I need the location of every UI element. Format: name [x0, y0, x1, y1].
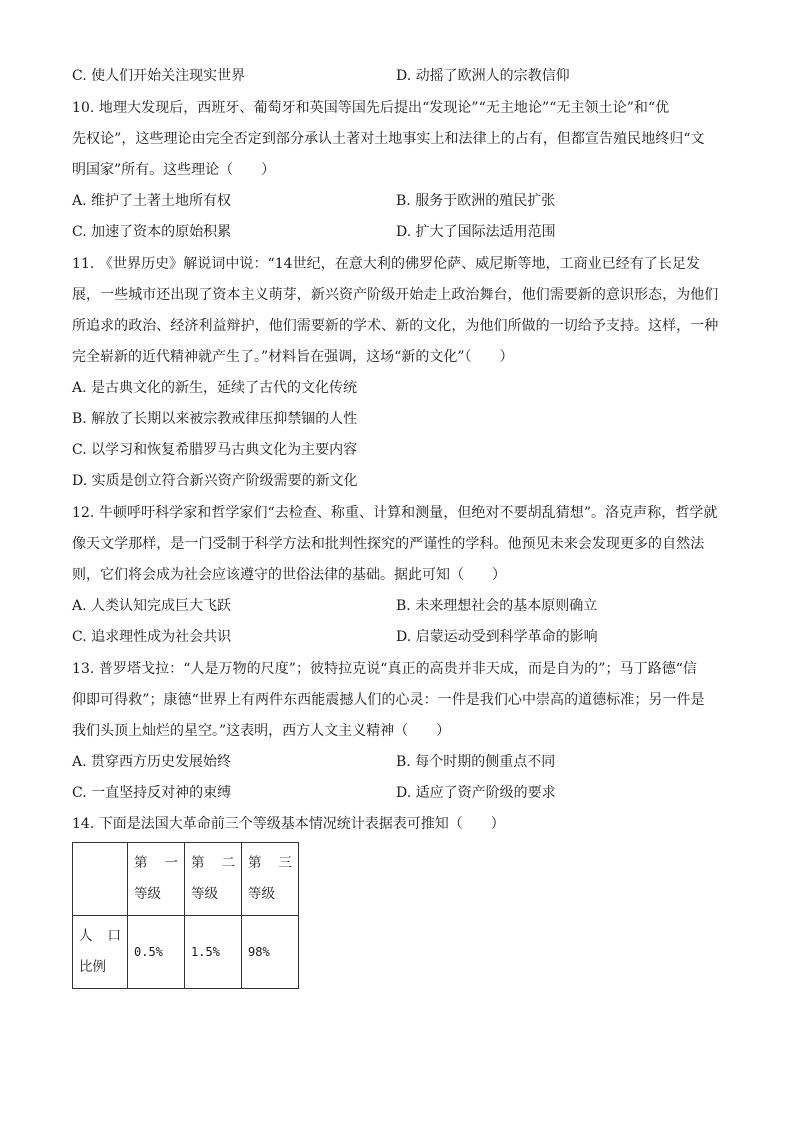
q11-option-c: C. 以学习和恢复希腊罗马古典文化为主要内容	[72, 442, 358, 458]
q11-option-a: A. 是古典文化的新生，延续了古代的文化传统	[72, 380, 358, 396]
q12-stem-line-2: 像天文学那样，是一门受制于科学方法和批判性探究的严谨性的学科。他预见未来会发现更多的自然法	[72, 536, 705, 552]
q11-stem-line-4: 完全崭新的近代精神就产生了。”材料旨在强调，这场“新的文化”（ ）	[72, 349, 514, 365]
row-label-population-ratio	[73, 916, 128, 989]
q10-option-b: B. 服务于欧洲的殖民扩张	[396, 193, 556, 209]
header-second-estate-left: 第	[191, 855, 205, 871]
table-header-row	[73, 843, 299, 916]
header-first-estate-right: 一	[164, 855, 178, 871]
table-row	[73, 916, 299, 989]
q13-option-a: A. 贯穿西方历史发展始终	[72, 754, 232, 770]
q11-stem-line-2: 展，一些城市还出现了资本主义萌芽，新兴资产阶级开始走上政治舞台，他们需要新的意识形态，为他们	[72, 287, 719, 303]
header-second-estate-right: 二	[221, 855, 235, 871]
q14-stem-line-1: 14. 下面是法国大革命前三个等级基本情况统计表据表可推知（ ）	[72, 816, 505, 832]
header-first-estate-bottom: 等级	[134, 886, 161, 902]
header-third-estate	[242, 843, 299, 916]
header-second-estate-bottom: 等级	[191, 886, 218, 902]
q13-stem-line-3: 我们头顶上灿烂的星空。”这表明，西方人文主义精神（ ）	[72, 723, 451, 739]
table-corner-cell	[73, 843, 128, 916]
header-third-estate-left: 第	[248, 855, 262, 871]
q12-option-c: C. 追求理性成为社会共识	[72, 629, 232, 645]
q12-option-b: B. 未来理想社会的基本原则确立	[396, 598, 598, 614]
q12-option-a: A. 人类认知完成巨大飞跃	[72, 598, 232, 614]
value-third-estate: 98%	[242, 916, 299, 989]
q12-option-d: D. 启蒙运动受到科学革命的影响	[396, 629, 598, 645]
header-first-estate-left: 第	[134, 855, 148, 871]
q12-stem-line-3: 则，它们将会成为社会应该遵守的世俗法律的基础。据此可知（ ）	[72, 567, 506, 583]
q11-stem-line-3: 所追求的政治、经济利益辩护，他们需要新的学术、新的文化，为他们所做的一切给予支持。这样，一种	[72, 318, 719, 334]
q13-stem-line-1: 13. 普罗塔戈拉：“人是万物的尺度”；彼特拉克说“真正的高贵并非天成，而是自为的”；马丁路德“信	[72, 661, 697, 677]
q10-option-c: C. 加速了资本的原始积累	[72, 224, 232, 240]
q9-option-c: C. 使人们开始关注现实世界	[72, 68, 246, 84]
q12-stem-line-1: 12. 牛顿呼吁科学家和哲学家们“去检查、称重、计算和测量，但绝对不要胡乱猜想”。洛克声称，哲学就	[72, 505, 718, 521]
value-first-estate: 0.5%	[128, 916, 185, 989]
q10-stem-line-3: 明国家”所有。这些理论（ ）	[72, 162, 276, 178]
q13-option-b: B. 每个时期的侧重点不同	[396, 754, 556, 770]
q13-option-d: D. 适应了资产阶级的要求	[396, 785, 556, 801]
q11-option-d: D. 实质是创立符合新兴资产阶级需要的新文化	[72, 473, 358, 489]
header-third-estate-bottom: 等级	[248, 886, 275, 902]
q10-stem-line-1: 10. 地理大发现后，西班牙、葡萄牙和英国等国先后提出“发现论”“无主地论”“无主领土论”和“优	[72, 100, 670, 116]
row-label-bottom: 比例	[79, 959, 106, 975]
q11-option-b: B. 解放了长期以来被宗教戒律压抑禁锢的人性	[72, 411, 358, 427]
q10-stem-line-2: 先权论”，这些理论由完全否定到部分承认土著对土地事实上和法律上的占有，但都宣告殖民地终归“文	[72, 131, 705, 147]
row-label-left: 人	[79, 928, 93, 944]
estates-statistics-table	[72, 842, 299, 989]
header-third-estate-right: 三	[278, 855, 292, 871]
q13-stem-line-2: 仰即可得救”；康德“世界上有两件东西能震撼人们的心灵：一件是我们心中崇高的道德标准；另一件是	[72, 692, 705, 708]
q11-stem-line-1: 11. 《世界历史》解说词中说：“14世纪，在意大利的佛罗伦萨、威尼斯等地，工商业已经有了长足发	[72, 256, 701, 272]
q10-option-a: A. 维护了土著土地所有权	[72, 193, 232, 209]
q10-option-d: D. 扩大了国际法适用范围	[396, 224, 556, 240]
value-second-estate: 1.5%	[185, 916, 242, 989]
row-label-right: 口	[107, 928, 121, 944]
header-second-estate	[185, 843, 242, 916]
q9-option-d: D. 动摇了欧洲人的宗教信仰	[396, 68, 570, 84]
header-first-estate	[128, 843, 185, 916]
q13-option-c: C. 一直坚持反对神的束缚	[72, 785, 232, 801]
